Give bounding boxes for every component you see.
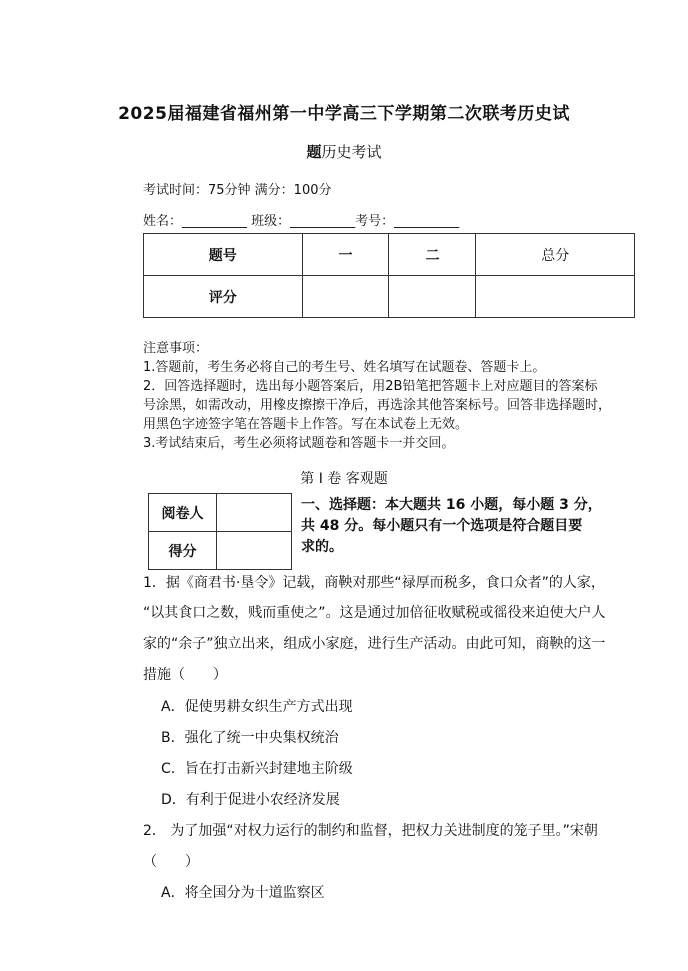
notes-line: 用黑色字迹签字笔在答题卡上作答。写在本试卷上无效。 (143, 417, 469, 432)
score-header-cell: 总分 (476, 234, 635, 276)
notes-line: 1.答题前，考生务必将自己的考生号、姓名填写在试题卷、答题卡上。 (143, 360, 546, 375)
question-1-option-d[interactable]: D．有利于促进小农经济发展 (161, 792, 340, 808)
student-info-line: 姓名：__________ 班级：__________考号：__________ (143, 214, 460, 229)
grader-score-cell[interactable] (217, 532, 292, 570)
part-one-line: 共 48 分。每小题只有一个选项是符合题目要 (301, 518, 583, 534)
notes-line: 2．回答选择题时，选出每小题答案后，用2B铅笔把答题卡上对应题目的答案标 (143, 379, 598, 394)
subtitle-text: 历史考试 (321, 143, 382, 161)
exam-time-line: 考试时间：75分钟 满分：100分 (143, 183, 332, 198)
notes-block (143, 339, 643, 453)
notes-heading: 注意事项： (143, 341, 209, 356)
question-1-option-a[interactable]: A．促使男耕女织生产方式出现 (161, 699, 353, 715)
exam-subtitle (0, 141, 688, 162)
notes-line: 3.考试结束后，考生必须将试题卷和答题卡一并交回。 (143, 436, 455, 451)
grader-score-label: 得分 (149, 532, 217, 570)
question-1-line: 1．据《商君书·垦令》记载，商鞅对那些“禄厚而税多，食口众者”的人家， (143, 575, 605, 591)
part-one-instructions (301, 495, 602, 558)
score-header-cell: 题号 (144, 234, 303, 276)
subtitle-bold-char: 题 (306, 143, 322, 161)
score-cell[interactable] (389, 276, 476, 318)
part-one-line: 一、选择题：本大题共 16 小题，每小题 3 分， (301, 497, 602, 513)
score-cell[interactable] (476, 276, 635, 318)
question-2-line: （ ） (143, 854, 199, 870)
score-row-label: 评分 (144, 276, 303, 318)
grader-table (148, 493, 292, 570)
grader-value-cell[interactable] (217, 494, 292, 532)
notes-line: 号涂黑，如需改动，用橡皮擦擦干净后，再选涂其他答案标号。回答非选择题时， (143, 398, 612, 413)
question-1-option-b[interactable]: B．强化了统一中央集权统治 (161, 730, 339, 746)
question-1-line: 措施（ ） (143, 667, 227, 683)
score-table-header-row (144, 234, 635, 276)
score-header-cell: 二 (389, 234, 476, 276)
question-1-line: “以其食口之数，贱而重使之”。这是通过加倍征收赋税或徭役来迫使大户人 (143, 605, 606, 621)
grader-label: 阅卷人 (149, 494, 217, 532)
score-cell[interactable] (302, 276, 389, 318)
score-header-cell: 一 (302, 234, 389, 276)
exam-title: 2025届福建省福州第一中学高三下学期第二次联考历史试 (118, 104, 570, 124)
question-1-option-c[interactable]: C．旨在打击新兴封建地主阶级 (161, 761, 353, 777)
score-table (143, 233, 635, 318)
question-2-option-a[interactable]: A．将全国分为十道监察区 (161, 885, 325, 901)
section-title: 第 I 卷 客观题 (300, 471, 388, 487)
part-one-line: 求的。 (301, 539, 343, 555)
score-table-value-row (144, 276, 635, 318)
question-1-line: 家的“余子”独立出来，组成小家庭，进行生产活动。由此可知，商鞅的这一 (143, 636, 606, 652)
question-2-line: 2． 为了加强“对权力运行的制约和监督，把权力关进制度的笼子里。”宋朝 (143, 823, 598, 839)
